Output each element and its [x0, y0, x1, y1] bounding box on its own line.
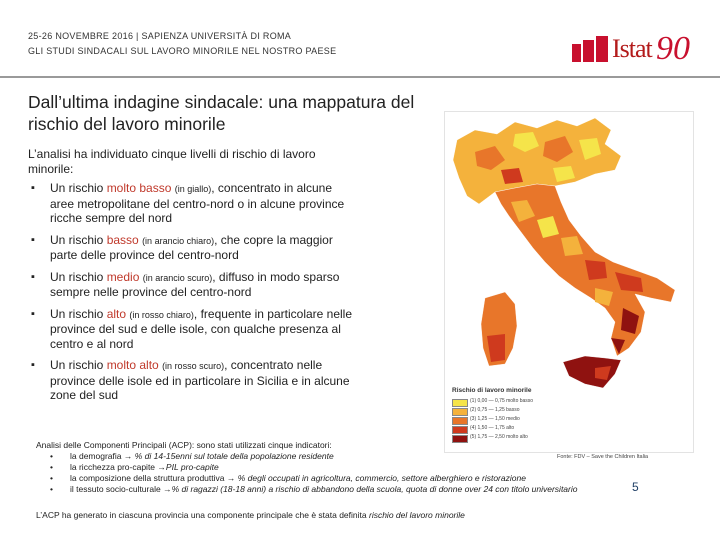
- legend-item: (5) 1,75 — 2,50 molto alto: [452, 435, 552, 443]
- header-topic-line: GLI STUDI SINDACALI SUL LAVORO MINORILE NEL NOSTRO PAESE: [28, 46, 337, 56]
- legend-swatch: [452, 408, 468, 416]
- logo-wordmark: Istat: [612, 34, 652, 63]
- legend-swatch: [452, 417, 468, 425]
- legend-swatch: [452, 426, 468, 434]
- bullet-marker-icon: ▪: [31, 359, 35, 371]
- slide-intro: L’analisi ha individuato cinque livelli di rischio di lavoro minorile:: [28, 147, 316, 176]
- header-divider: [0, 76, 720, 78]
- risk-bullet-very-high: ▪ Un rischio molto alto (in rosso scuro), concentrato nelle province delle isole ed in particolare in Sicilia e in alcune zone del sud: [31, 358, 350, 402]
- acp-indicator: • la demografia → % di 14-15enni sul totale della popolazione residente: [50, 451, 334, 461]
- slide-title: Dall’ultima indagine sindacale: una mappatura del rischio del lavoro minorile: [28, 92, 415, 134]
- map-legend: [452, 387, 552, 444]
- page-number: 5: [632, 480, 639, 494]
- bullet-marker-icon: ▪: [31, 270, 35, 283]
- bullet-marker-icon: ▪: [31, 307, 35, 320]
- legend-item: (1) 0,00 — 0,75 molto basso: [452, 399, 552, 407]
- header-event-line: 25-26 NOVEMBRE 2016 | SAPIENZA UNIVERSITÀ DI ROMA: [28, 31, 292, 41]
- risk-bullet-very-low: ▪ Un rischio molto basso (in giallo), concentrato in alcune aree metropolitane del centro-nord o in alcune province ricche sempre del nord: [31, 181, 345, 225]
- acp-intro: Analisi delle Componenti Principali (ACP): sono stati utilizzati cinque indicatori:: [36, 440, 332, 450]
- bullet-marker-icon: ▪: [31, 233, 35, 246]
- legend-swatch: [452, 399, 468, 407]
- legend-item: (3) 1,25 — 1,50 medio: [452, 417, 552, 425]
- legend-item: (4) 1,50 — 1,75 alto: [452, 426, 552, 434]
- risk-bullet-medium: ▪ Un rischio medio (in arancio scuro), diffuso in modo sparso sempre nelle province del centro-nord: [31, 269, 340, 299]
- acp-indicator: • la ricchezza pro-capite →PIL pro-capite: [50, 462, 219, 472]
- logo-anniversary: 90: [656, 30, 690, 67]
- acp-footer: L’ACP ha generato in ciascuna provincia una componente principale che è stata definita rischio del lavoro minorile: [36, 510, 465, 520]
- risk-bullet-low: ▪ Un rischio basso (in arancio chiaro), che copre la maggior parte delle province del centro-nord: [31, 232, 333, 262]
- map-source: Fonte: FDV – Save the Children Italia: [557, 454, 649, 460]
- risk-bullet-high: ▪ Un rischio alto (in rosso chiaro), frequente in particolare nelle province del sud e delle isole, con qualche presenza al centro e al nord: [31, 306, 353, 351]
- legend-item: (2) 0,75 — 1,25 basso: [452, 408, 552, 416]
- acp-indicator: • la composizione della struttura produttiva → % degli occupati in agricoltura, commercio, settore alberghiero e ristorazione: [50, 473, 526, 483]
- bullet-marker-icon: ▪: [31, 182, 35, 194]
- map-region-sicily: [563, 356, 621, 388]
- acp-indicator: • il tessuto socio-culturale →% di ragazzi (18-18 anni) a rischio di abbandono della scuola, quota di donne over 24 con titolo universitario: [50, 484, 578, 494]
- istat-logo: [572, 32, 690, 72]
- legend-title: Rischio di lavoro minorile: [452, 387, 532, 394]
- risk-levels-list: [28, 181, 358, 410]
- acp-note: [36, 440, 626, 495]
